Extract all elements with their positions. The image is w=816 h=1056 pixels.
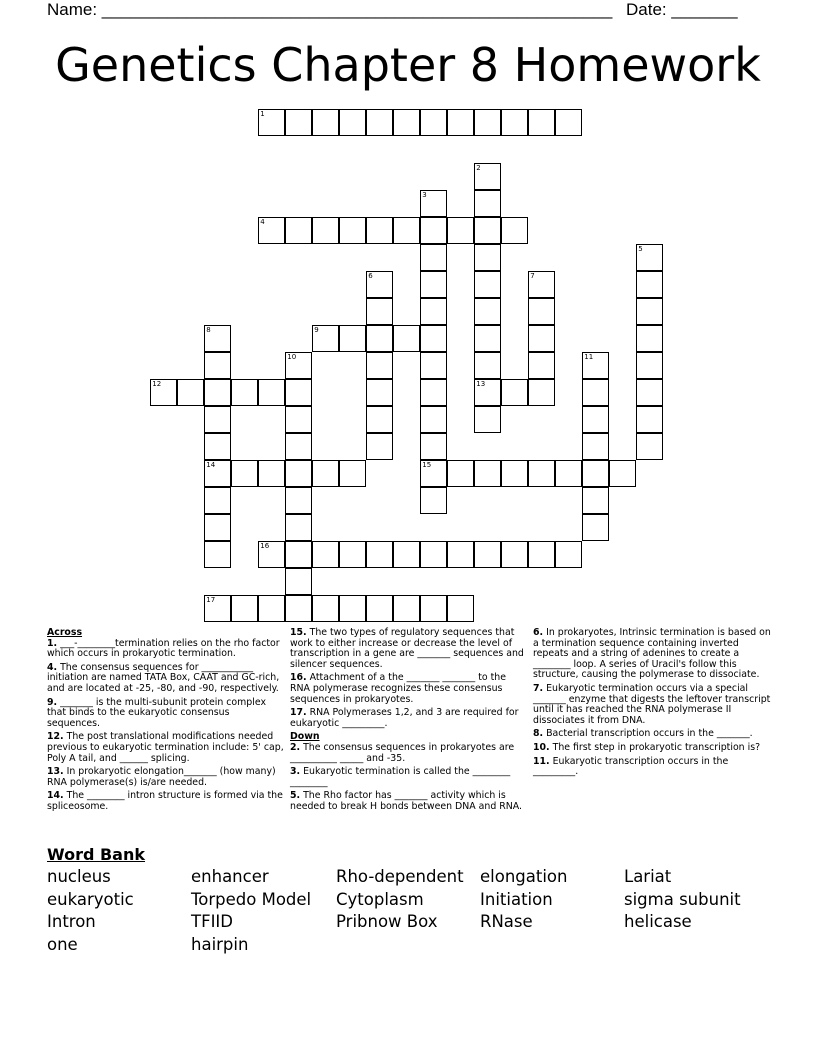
clue-down: [290, 767, 528, 788]
clue-label: 4.: [47, 661, 58, 673]
clue-text: In prokaryotes, Intrinsic termination is based on a termination sequence containing inverted repeats and a string of adenines to create a ________ loop. A series of Uracil's follow this structure, causing the polymerase to dissociate.: [533, 627, 771, 681]
crossword-cell[interactable]: [366, 433, 393, 460]
crossword-cell[interactable]: [582, 352, 609, 379]
across-heading: Across: [47, 627, 83, 638]
crossword-cell[interactable]: [285, 487, 312, 514]
crossword-cell[interactable]: [636, 325, 663, 352]
crossword-cell[interactable]: [474, 352, 501, 379]
crossword-cell[interactable]: [393, 541, 420, 568]
crossword-cell[interactable]: [420, 541, 447, 568]
crossword-cell[interactable]: [420, 298, 447, 325]
word-bank-item: TFIID: [191, 912, 234, 931]
word-bank-item: sigma subunit: [624, 889, 741, 909]
clue-across: [47, 791, 285, 812]
clue-across: [47, 732, 285, 764]
crossword-cell[interactable]: [420, 271, 447, 298]
crossword-cell[interactable]: [312, 595, 339, 622]
clue-down: [533, 743, 771, 754]
clue-text: The ________ intron structure is formed via the spliceosome.: [47, 790, 283, 812]
down-heading: Down: [290, 731, 320, 743]
crossword-cell[interactable]: [582, 460, 609, 487]
word-bank-item: enhancer: [191, 867, 269, 886]
clues-column-3: [533, 628, 771, 781]
crossword-cell[interactable]: [528, 271, 555, 298]
word-bank-title: Word Bank: [47, 845, 146, 864]
clue-number: 12: [152, 380, 162, 389]
clue-number: 10: [287, 353, 297, 362]
clues-column-1: [47, 628, 285, 816]
crossword-cell[interactable]: [474, 298, 501, 325]
crossword-cell[interactable]: [339, 595, 366, 622]
clue-down: [533, 628, 771, 681]
crossword-cell[interactable]: [258, 109, 285, 136]
crossword-cell[interactable]: [204, 433, 231, 460]
clue-label: 1.: [47, 637, 58, 649]
crossword-cell[interactable]: [636, 379, 663, 406]
crossword-cell[interactable]: [528, 541, 555, 568]
clue-text: The post translational modifications needed previous to eukaryotic termination include: 5' cap, Poly A tail, and ______ splicing.: [47, 731, 284, 764]
crossword-cell[interactable]: [474, 109, 501, 136]
clue-number: 6: [368, 272, 373, 281]
clue-label: 14.: [47, 790, 64, 802]
crossword-cell[interactable]: [204, 325, 231, 352]
clue-number: 14: [206, 461, 216, 470]
clue-across: [47, 663, 285, 695]
crossword-cell[interactable]: [420, 352, 447, 379]
word-bank-item: Intron: [47, 912, 96, 931]
clue-text: _______ is the multi-subunit protein complex that binds to the eukaryotic consensus sequences.: [47, 696, 267, 729]
crossword-cell[interactable]: [258, 379, 285, 406]
word-bank-item: Cytoplasm: [336, 889, 424, 909]
crossword-cell[interactable]: [636, 352, 663, 379]
crossword-cell[interactable]: [474, 325, 501, 352]
clue-label: 7.: [533, 682, 544, 694]
crossword-cell[interactable]: [474, 190, 501, 217]
crossword-cell[interactable]: [204, 379, 231, 406]
clue-label: 12.: [47, 731, 64, 743]
crossword-cell[interactable]: [528, 379, 555, 406]
crossword-cell[interactable]: [501, 109, 528, 136]
crossword-cell[interactable]: [285, 514, 312, 541]
crossword-cell[interactable]: [285, 379, 312, 406]
crossword-cell[interactable]: [447, 541, 474, 568]
clue-number: 16: [260, 542, 270, 551]
crossword-cell[interactable]: [258, 595, 285, 622]
clue-text: Attachment of a the _______ _______ to the RNA polymerase recognizes these consensus sequences in prokaryotes.: [290, 672, 507, 705]
crossword-cell[interactable]: [555, 541, 582, 568]
crossword-cell[interactable]: [204, 487, 231, 514]
crossword-cell[interactable]: [420, 217, 447, 244]
crossword-cell[interactable]: [366, 298, 393, 325]
crossword-cell[interactable]: [528, 109, 555, 136]
clue-down: [290, 791, 528, 812]
crossword-cell[interactable]: [582, 487, 609, 514]
crossword-cell[interactable]: [474, 460, 501, 487]
clue-text: ___-________termination relies on the rho factor which occurs in prokaryotic termination.: [47, 637, 280, 660]
clue-down: [533, 684, 771, 726]
crossword-cell[interactable]: [231, 379, 258, 406]
crossword-cell[interactable]: [420, 325, 447, 352]
word-bank-item: Torpedo Model: [191, 889, 312, 909]
clue-label: 9.: [47, 696, 58, 708]
crossword-cell[interactable]: [582, 406, 609, 433]
clue-number: 3: [422, 191, 427, 200]
clue-number: 7: [530, 272, 535, 281]
crossword-cell[interactable]: [420, 244, 447, 271]
crossword-cell[interactable]: [636, 433, 663, 460]
crossword-cell[interactable]: [366, 271, 393, 298]
crossword-cell[interactable]: [366, 352, 393, 379]
crossword-cell[interactable]: [366, 217, 393, 244]
crossword-cell[interactable]: [312, 109, 339, 136]
crossword-cell[interactable]: [474, 163, 501, 190]
clue-label: 3.: [290, 766, 301, 778]
crossword-cell[interactable]: [285, 460, 312, 487]
crossword-cell[interactable]: [447, 109, 474, 136]
crossword-cell[interactable]: [420, 190, 447, 217]
crossword-cell[interactable]: [366, 541, 393, 568]
clue-label: 10.: [533, 741, 550, 753]
clue-text: Bacterial transcription occurs in the _______.: [546, 728, 753, 740]
clue-text: The two types of regulatory sequences that work to either increase or decrease the level of transcription in a gene are _______ sequences and silencer sequences.: [290, 627, 524, 670]
crossword-cell[interactable]: [447, 460, 474, 487]
crossword-cell[interactable]: [366, 109, 393, 136]
clue-number: 11: [584, 353, 594, 362]
crossword-cell[interactable]: [339, 109, 366, 136]
crossword-cell[interactable]: [582, 379, 609, 406]
clue-label: 13.: [47, 766, 64, 778]
clue-number: 13: [476, 380, 486, 389]
clue-across: [47, 767, 285, 788]
clue-down: [533, 729, 771, 740]
clue-across: [47, 698, 285, 730]
word-bank-item: RNase: [480, 912, 533, 931]
clue-across: [290, 628, 528, 670]
name-field[interactable]: Name: ______________________________________________________: [47, 0, 613, 19]
crossword-cell[interactable]: [285, 406, 312, 433]
clue-text: The first step in prokaryotic transcription is?: [552, 741, 761, 753]
crossword-cell[interactable]: [636, 244, 663, 271]
crossword-cell[interactable]: [474, 406, 501, 433]
crossword-cell[interactable]: [285, 433, 312, 460]
crossword-cell[interactable]: [393, 325, 420, 352]
crossword-cell[interactable]: [285, 109, 312, 136]
clue-text: Eukaryotic termination is called the ________ ________: [290, 766, 511, 788]
clue-across: [290, 708, 528, 729]
crossword-cell[interactable]: [582, 433, 609, 460]
clue-number: 1: [260, 110, 265, 119]
crossword-cell[interactable]: [393, 109, 420, 136]
clue-label: 8.: [533, 728, 544, 740]
word-bank-item: Initiation: [480, 889, 553, 909]
crossword-cell[interactable]: [474, 217, 501, 244]
crossword-cell[interactable]: [447, 217, 474, 244]
clue-across: [290, 673, 528, 705]
word-bank-item: Rho-dependent: [336, 867, 464, 886]
crossword-cell[interactable]: [474, 244, 501, 271]
word-bank-item: hairpin: [191, 934, 249, 954]
crossword-cell[interactable]: [501, 217, 528, 244]
crossword-cell[interactable]: [501, 541, 528, 568]
clue-down: [533, 757, 771, 778]
clue-label: 17.: [290, 707, 307, 719]
crossword-cell[interactable]: [312, 541, 339, 568]
crossword-cell[interactable]: [609, 460, 636, 487]
crossword-cell[interactable]: [312, 325, 339, 352]
crossword-cell[interactable]: [204, 406, 231, 433]
crossword-cell[interactable]: [366, 595, 393, 622]
crossword-cell[interactable]: [501, 379, 528, 406]
crossword-cell[interactable]: [204, 595, 231, 622]
clue-label: 15.: [290, 627, 307, 638]
crossword-cell[interactable]: [501, 460, 528, 487]
crossword-cell[interactable]: [366, 325, 393, 352]
crossword-cell[interactable]: [420, 595, 447, 622]
clue-text: RNA Polymerases 1,2, and 3 are required for eukaryotic _________.: [290, 707, 519, 729]
crossword-cell[interactable]: [528, 298, 555, 325]
crossword-cell[interactable]: [231, 460, 258, 487]
crossword-cell[interactable]: [420, 109, 447, 136]
crossword-cell[interactable]: [204, 541, 231, 568]
crossword-cell[interactable]: [258, 217, 285, 244]
crossword-cell[interactable]: [204, 514, 231, 541]
crossword-cell[interactable]: [258, 541, 285, 568]
date-field[interactable]: Date: _______: [626, 0, 738, 19]
crossword-cell[interactable]: [204, 352, 231, 379]
crossword-cell[interactable]: [339, 460, 366, 487]
crossword-cell[interactable]: [312, 460, 339, 487]
word-bank-item: one: [47, 934, 78, 954]
crossword-cell[interactable]: [285, 352, 312, 379]
clue-number: 5: [638, 245, 643, 254]
page-title: Genetics Chapter 8 Homework: [55, 38, 761, 92]
crossword-cell[interactable]: [528, 352, 555, 379]
clue-label: 16.: [290, 672, 307, 684]
crossword-cell[interactable]: [258, 460, 285, 487]
crossword-cell[interactable]: [420, 460, 447, 487]
crossword-cell[interactable]: [582, 514, 609, 541]
clue-text: The Rho factor has _______ activity which is needed to break H bonds between DNA and RNA.: [290, 790, 523, 812]
crossword-cell[interactable]: [150, 379, 177, 406]
crossword-cell[interactable]: [636, 298, 663, 325]
clue-label: 6.: [533, 627, 544, 638]
clue-text: Eukaryotic termination occurs via a special _______ enzyme that digests the leftover transcript until it has reached the RNA polymerase II dissociates it from DNA.: [533, 682, 771, 726]
clue-text: Eukaryotic transcription occurs in the _________.: [533, 755, 729, 778]
crossword-cell[interactable]: [177, 379, 204, 406]
crossword-cell[interactable]: [339, 217, 366, 244]
word-bank-item: elongation: [480, 867, 568, 886]
crossword-cell[interactable]: [366, 379, 393, 406]
crossword-cell[interactable]: [447, 595, 474, 622]
clue-text: The consensus sequences for ___________ initiation are named TATA Box, CAAT and GC-rich, and are located at -25, -80, and -90, respectively.: [47, 661, 280, 694]
crossword-cell[interactable]: [285, 595, 312, 622]
crossword-cell[interactable]: [528, 460, 555, 487]
clue-down: [290, 743, 528, 764]
crossword-cell[interactable]: [366, 406, 393, 433]
word-bank-item: eukaryotic: [47, 889, 134, 909]
word-bank-item: helicase: [624, 912, 692, 931]
crossword-cell[interactable]: [474, 541, 501, 568]
crossword-cell[interactable]: [285, 568, 312, 595]
clue-text: In prokaryotic elongation_______ (how many) RNA polymerase(s) is/are needed.: [47, 766, 276, 788]
crossword-cell[interactable]: [420, 433, 447, 460]
crossword-cell[interactable]: [528, 325, 555, 352]
crossword-cell[interactable]: [393, 217, 420, 244]
crossword-cell[interactable]: [420, 406, 447, 433]
crossword-cell[interactable]: [393, 595, 420, 622]
clue-label: 2.: [290, 741, 301, 753]
crossword-cell[interactable]: [474, 271, 501, 298]
crossword-cell[interactable]: [555, 460, 582, 487]
word-bank-item: Pribnow Box: [336, 912, 438, 931]
crossword-cell[interactable]: [474, 379, 501, 406]
crossword-cell[interactable]: [285, 541, 312, 568]
clue-number: 4: [260, 218, 265, 227]
crossword-cell[interactable]: [555, 109, 582, 136]
clue-label: 11.: [533, 755, 550, 767]
crossword-cell[interactable]: [312, 217, 339, 244]
clues-column-2: [290, 628, 528, 816]
crossword-cell[interactable]: [339, 325, 366, 352]
word-bank-item: Lariat: [624, 867, 672, 886]
clue-text: The consensus sequences in prokaryotes are __________ _____ and -35.: [290, 741, 515, 764]
clue-label: 5.: [290, 790, 301, 802]
crossword-cell[interactable]: [231, 595, 258, 622]
crossword-cell[interactable]: [285, 217, 312, 244]
clue-number: 9: [314, 326, 319, 335]
crossword-cell[interactable]: [636, 271, 663, 298]
crossword-cell[interactable]: [636, 406, 663, 433]
crossword-cell[interactable]: [420, 379, 447, 406]
crossword-cell[interactable]: [339, 541, 366, 568]
word-bank-item: nucleus: [47, 867, 111, 886]
clue-number: 8: [206, 326, 211, 335]
clue-number: 17: [206, 596, 216, 605]
clue-number: 2: [476, 164, 481, 173]
crossword-cell[interactable]: [204, 460, 231, 487]
clue-number: 15: [422, 461, 432, 470]
clue-across: [47, 639, 285, 660]
crossword-cell[interactable]: [420, 487, 447, 514]
